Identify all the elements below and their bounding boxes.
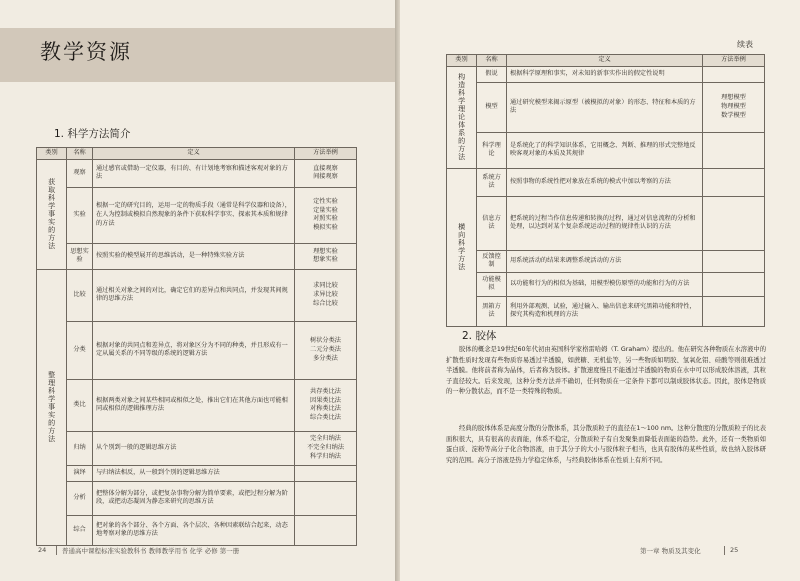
table-header-cell: 方法举例 [703, 55, 765, 67]
table-header-cell: 类别 [447, 55, 477, 67]
example-item: 求同比较 [313, 282, 338, 289]
category-cell: 横向科学方法 [447, 168, 477, 326]
definition-cell: 按照事物的系统性把对象放在系统的模式中加以考察的方法 [507, 168, 703, 196]
footer-divider [724, 546, 725, 555]
example-item: 理想实验 [313, 247, 338, 255]
method-name-cell: 观察 [67, 159, 93, 187]
right-footer-chapter: 第一章 物质及其变化 [640, 547, 701, 555]
table-header-row [447, 55, 765, 67]
category-cell: 获取科学事实的方法 [37, 159, 67, 269]
examples-cell [703, 250, 765, 272]
left-page-number: 24 [38, 546, 47, 554]
definition-cell: 用系统活动的结果来调整系统活动的方法 [507, 250, 703, 272]
example-item: 因果类比法 [310, 396, 341, 404]
examples-cell [703, 196, 765, 250]
table-row [37, 465, 357, 481]
method-name-cell: 反馈控制 [477, 250, 507, 272]
definition-cell: 把整体分解为部分，或把复杂事物分解为简单要素，或把过程分解为阶段，或把动态凝固为静态来研究的思维方法 [93, 481, 295, 515]
examples-cell [703, 82, 765, 132]
examples-cell [703, 66, 765, 82]
example-item: 对照实验 [313, 215, 338, 223]
section-title-methods: 1. 科学方法简介 [54, 128, 131, 140]
table-header-cell: 名称 [67, 148, 93, 160]
definition-cell: 把对象的各个部分、各个方面、各个层次、各种因素联结合起来，动态地考察对象的思维方法 [93, 515, 295, 545]
methods-table [36, 147, 357, 546]
example-item: 定性实验 [313, 197, 338, 205]
method-name-cell: 归纳 [67, 431, 93, 465]
example-item: 科学归纳法 [310, 452, 341, 460]
examples-cell [703, 168, 765, 196]
examples-cell [295, 431, 357, 465]
example-item: 共存类比法 [310, 387, 341, 395]
example-item: 多分类法 [313, 354, 338, 362]
examples-cell [295, 187, 357, 243]
example-item: 间接观察 [313, 173, 338, 181]
table-row [447, 168, 765, 196]
table-row [37, 379, 357, 431]
example-item: 数学模型 [721, 111, 746, 119]
table-row [447, 132, 765, 168]
definition-cell: 根据一定的研究目的，运用一定的物质手段（通常是科学仪器和设备），在人为控制或模拟自然现象的条件下获取科学事实、探索其本质和规律的方法 [93, 187, 295, 243]
method-name-cell: 实验 [67, 187, 93, 243]
category-cell: 整理科学事实的方法 [37, 269, 67, 545]
table-row [37, 243, 357, 269]
example-item: 理想模型 [721, 94, 746, 101]
method-name-cell: 假说 [477, 66, 507, 82]
table-row [37, 269, 357, 321]
examples-cell [295, 465, 357, 481]
definition-cell: 以功能和行为的相似为基础，用模型模仿原型的功能和行为的方法 [507, 272, 703, 296]
example-item: 对称类比法 [310, 405, 341, 413]
table-row [447, 196, 765, 250]
definition-cell: 根据两类对象之间某些相同或相似之处，推出它们在其他方面也可能相同或相似的逻辑推理方法 [93, 379, 295, 431]
method-name-cell: 演绎 [67, 465, 93, 481]
table-header-cell: 名称 [477, 55, 507, 67]
table-row [447, 296, 765, 326]
examples-cell [703, 132, 765, 168]
colloid-paragraph: 胶体的概念是19世纪60年代初由英国科学家格雷哈姆（T. Graham）提出的。他在研究各种物质在水溶液中的扩散性质时发现有些物质容易透过半透膜，如蔗糖、无机盐等，另一些物质如明胶、氢氧化铝、硅酸等则很难透过半透膜。他将前者称为晶体，后者称为胶体。扩散速度慢且不能透过半透膜的物质在水中可以形成胶体溶液，其粒子直径较大。后来发现，这种分类方法并不确切，任何物质在一定条件下都可以制成胶体状态。因此，胶体是物质的一种分散状态，而不是一类特殊的物质。 [446, 346, 766, 396]
table-row [447, 82, 765, 132]
method-name-cell: 系统方法 [477, 168, 507, 196]
table-header-cell: 定义 [93, 148, 295, 160]
page-title: 教学资源 [40, 40, 132, 64]
section-title-colloid: 2. 胶体 [462, 330, 497, 342]
definition-cell: 通过研究模型来揭示原型（被模拟的对象）的形态、特征和本质的方法 [507, 82, 703, 132]
example-item: 求异比较 [313, 290, 338, 298]
table-row [37, 159, 357, 187]
right-page-number: 25 [730, 546, 739, 554]
colloid-paragraph: 经典的胶体体系是高度分散的分散体系，其分散质粒子的直径在1～100 nm。这种分散度的分散质粒子的比表面积很大，具有很高的表面能，体系不稳定，分散质粒子有自发聚集而降低表面能的趋势。此外，还有一类物质如蛋白质、淀粉等高分子化合物溶液，由于其分子的大小与胶体粒子相当，也具有胶体的某些性质，故也纳入胶体研究的范围。高分子溶液是热力学稳定体系，与经典胶体体系在性质上有所不同。 [446, 425, 766, 464]
table-header-cell: 类别 [37, 148, 67, 160]
example-item: 完全归纳法 [310, 435, 341, 442]
example-item: 直接观察 [313, 164, 338, 172]
method-name-cell: 比较 [67, 269, 93, 321]
examples-cell [703, 296, 765, 326]
example-item: 二元分类法 [310, 345, 341, 353]
table-row [447, 272, 765, 296]
category-cell: 构造科学理论体系的方法 [447, 66, 477, 168]
examples-cell [295, 269, 357, 321]
examples-cell [295, 379, 357, 431]
example-item: 模拟实验 [313, 224, 338, 232]
definition-cell: 是系统化了的科学知识体系，它用概念、判断、推理的形式完整地反映客观对象的本质及其规律 [507, 132, 703, 168]
example-item: 想象实验 [313, 256, 338, 264]
left-footer-text: 普通高中课程标准实验教科书 教师教学用书 化学 必修 第一册 [62, 547, 240, 555]
definition-cell: 根据科学原理和事实，对未知的新事实作出的假定性说明 [507, 66, 703, 82]
definition-cell: 根据对象的共同点和差异点，将对象区分为不同的种类，并且形成有一定从属关系的不同等级的系统的逻辑方法 [93, 321, 295, 379]
continued-label: 续表 [737, 40, 753, 49]
example-item: 树状分类法 [310, 337, 341, 344]
footer-divider [56, 546, 57, 555]
examples-cell [295, 515, 357, 545]
method-name-cell: 功能模拟 [477, 272, 507, 296]
method-name-cell: 类比 [67, 379, 93, 431]
example-item: 定量实验 [313, 206, 338, 214]
method-name-cell: 思想实验 [67, 243, 93, 269]
method-name-cell: 分类 [67, 321, 93, 379]
table-header-row [37, 148, 357, 160]
definition-cell: 通过相关对象之间的对比，确定它们的差异点和共同点，并发现其间规律的思维方法 [93, 269, 295, 321]
method-name-cell: 模型 [477, 82, 507, 132]
definition-cell: 按照实验的模型展开的思维活动，是一种特殊实验方法 [93, 243, 295, 269]
table-row [37, 321, 357, 379]
table-row [447, 250, 765, 272]
example-item: 综合比较 [313, 299, 338, 307]
definition-cell: 通过感官或借助一定仪器，有目的、有计划地考察和描述客观对象的方法 [93, 159, 295, 187]
method-name-cell: 科学理论 [477, 132, 507, 168]
table-header-cell: 方法举例 [295, 148, 357, 160]
example-item: 不完全归纳法 [306, 443, 345, 451]
example-item: 物理模型 [721, 102, 746, 110]
examples-cell [295, 321, 357, 379]
method-name-cell: 分析 [67, 481, 93, 515]
definition-cell: 从个别到一般的逻辑思维方法 [93, 431, 295, 465]
page-banner [0, 28, 395, 82]
table-row [37, 187, 357, 243]
definition-cell: 利用外部观测、试验，通过输入、输出信息来研究黑箱功能和特性，探究其构造和机理的方法 [507, 296, 703, 326]
method-name-cell: 信息方法 [477, 196, 507, 250]
table-row [447, 66, 765, 82]
examples-cell [295, 481, 357, 515]
table-header-cell: 定义 [507, 55, 703, 67]
table-row [37, 431, 357, 465]
definition-cell: 与归纳法相反，从一般到个别的逻辑思维方法 [93, 465, 295, 481]
method-name-cell: 黑箱方法 [477, 296, 507, 326]
method-name-cell: 综合 [67, 515, 93, 545]
examples-cell [295, 243, 357, 269]
table-row [37, 481, 357, 515]
example-item: 综合类比法 [310, 414, 341, 422]
methods-table-continued [446, 54, 765, 327]
table-row [37, 515, 357, 545]
definition-cell: 把系统的过程当作信息传递和转换的过程，通过对信息流程的分析和处理，以达到对某个复杂系统运动过程的规律性认识的方法 [507, 196, 703, 250]
examples-cell [295, 159, 357, 187]
examples-cell [703, 272, 765, 296]
